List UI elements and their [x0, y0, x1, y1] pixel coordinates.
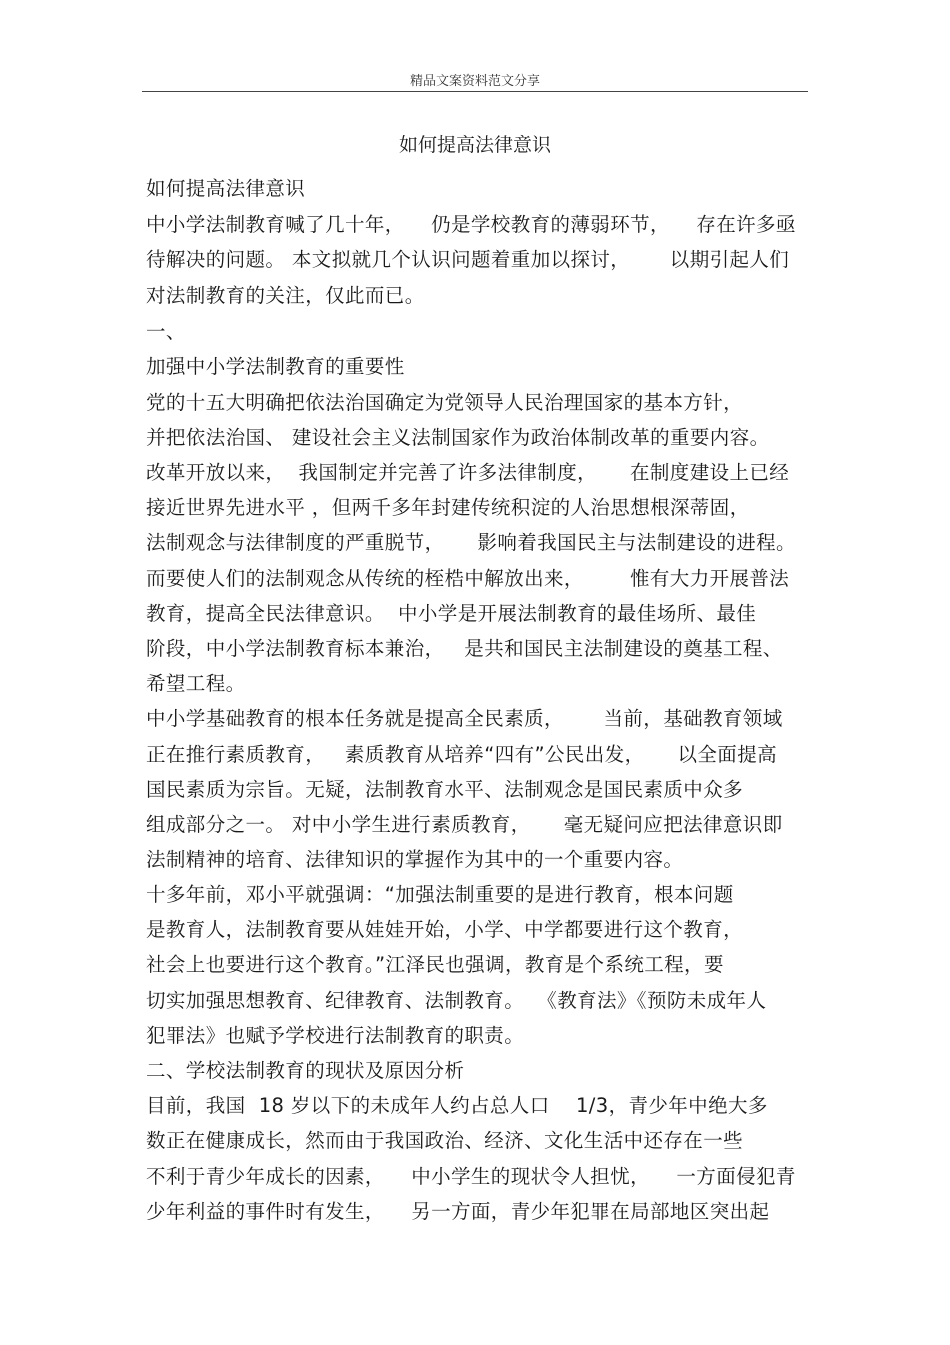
body-line: 待解决的问题。 本文拟就几个认识问题着重加以探讨， 以期引起人们	[146, 248, 790, 271]
body-line: 数正在健康成长，然而由于我国政治、经济、文化生活中还存在一些	[146, 1129, 744, 1152]
body-line: 正在推行素质教育， 素质教育从培养“四有”公民出发， 以全面提高	[146, 743, 777, 766]
body-line: 如何提高法律意识	[146, 177, 306, 200]
body-line: 犯罪法》也赋予学校进行法制教育的职责。	[146, 1024, 525, 1047]
body-line: 改革开放以来， 我国制定并完善了许多法律制度， 在制度建设上已经	[146, 461, 790, 484]
body-line: 法制精神的培育、法律知识的掌握作为其中的一个重要内容。	[146, 848, 684, 871]
body-line: 是教育人，法制教育要从娃娃开始，小学、中学都要进行这个教育，	[146, 918, 744, 941]
body-line: 一、	[146, 320, 186, 343]
body-line: 组成部分之一。 对中小学生进行素质教育， 毫无疑问应把法律意识即	[146, 813, 783, 836]
section-heading: 二、学校法制教育的现状及原因分析	[146, 1059, 465, 1082]
body-line: 法制观念与法律制度的严重脱节， 影响着我国民主与法制建设的进程。	[146, 531, 796, 554]
body-line: 对法制教育的关注，仅此而已。	[146, 284, 425, 307]
body-line: 切实加强思想教育、纪律教育、法制教育。 《教育法》《预防未成年人	[146, 989, 767, 1012]
document-title: 如何提高法律意识	[398, 134, 551, 156]
body-line: 教育，提高全民法律意识。 中小学是开展法制教育的最佳场所、最佳	[146, 602, 757, 625]
body-line: 并把依法治国、 建设社会主义法制国家作为政治体制改革的重要内容。	[146, 426, 770, 449]
body-line: 接近世界先进水平 ，但两千多年封建传统积淀的人治思想根深蒂固，	[146, 496, 750, 519]
body-line: 阶段，中小学法制教育标本兼治， 是共和国民主法制建设的奠基工程、	[146, 637, 783, 660]
body-line: 十多年前，邓小平就强调：“加强法制重要的是进行教育，根本问题	[146, 883, 734, 906]
body-line: 中小学法制教育喊了几十年， 仍是学校教育的薄弱环节， 存在许多亟	[146, 213, 796, 236]
body-line: 而要使人们的法制观念从传统的桎梏中解放出来， 惟有大力开展普法	[146, 567, 790, 590]
body-line: 少年利益的事件时有发生， 另一方面，青少年犯罪在局部地区突出起	[146, 1200, 770, 1223]
body-line: 社会上也要进行这个教育。”江泽民也强调，教育是个系统工程，要	[146, 953, 724, 976]
body-line: 目前，我国 18 岁以下的未成年人约占总人口 1/3，青少年中绝大多	[146, 1094, 768, 1117]
body-line: 加强中小学法制教育的重要性	[146, 355, 405, 378]
body-line: 中小学基础教育的根本任务就是提高全民素质， 当前，基础教育领域	[146, 707, 783, 730]
body-line: 希望工程。	[146, 672, 246, 695]
header-rule	[142, 91, 808, 92]
page-header: 精品文案资料范文分享	[409, 74, 540, 89]
body-line: 不利于青少年成长的因素， 中小学生的现状令人担忧， 一方面侵犯青	[146, 1165, 796, 1188]
body-line: 国民素质为宗旨。无疑，法制教育水平、法制观念是国民素质中众多	[146, 778, 744, 801]
body-line: 党的十五大明确把依法治国确定为党领导人民治理国家的基本方针，	[146, 391, 744, 414]
